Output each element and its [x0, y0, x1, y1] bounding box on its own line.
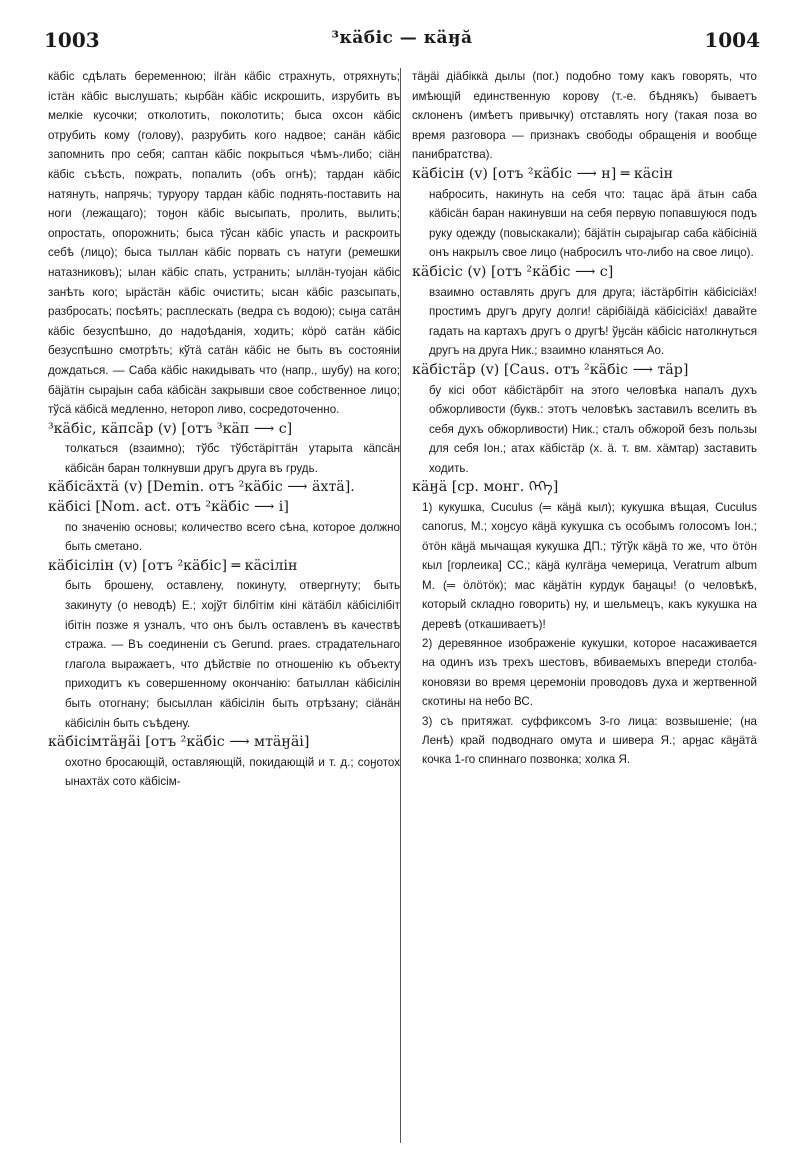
page-number-left: 1003: [44, 28, 100, 52]
entry-definition: бу кiсi обот кäбiстäрбiт на этого человѣка напалъ духъ обжорливости (букв.: этотъ человѣкъ заставилъ вселить въ себя духъ обжорливости) Ник.; сталъ обжорой безъ пользы для себя Іон.; атах кäбiстäр (х. ä. т. вм. хӓмтар) заставить ходить.: [429, 383, 757, 475]
entry-definition: по значенiю основы; количество всего сѣна, которое должно быть сметано.: [65, 520, 400, 554]
entry-definition: толкаться (взаимно); тўбс тўбстäрiттӓн утарыта кäпсӓн кäбiсӓн баран толкнувши другъ друга въ грудь.: [65, 442, 400, 475]
entry-definition: охотно бросающій, оставляющій, покидающій и т. д.; соӈотох ынахтӓх сото кäбiсiм-: [65, 755, 400, 789]
entry-headword: кäбiсӓхтӓ (v) [Demin. отъ ²кäбic ⟶ ӓхтӓ].: [48, 479, 355, 496]
entry-headword: кäбiсiс (v) [отъ ²кäбic ⟶ с]: [412, 263, 614, 280]
entry-headword: кäбiсi [Nom. act. отъ ²кäбic ⟶ i]: [48, 499, 289, 516]
entry-definition: быть брошену, оставлену, покинуту, отвергнуту; быть закинуту (о неводѣ) Е.; хојўт бiлбiтiм кiнi кäтäбiл кäбiсiлiбiт iбiтiн позже я узналъ, что онъ былъ оставленъ въ качествѣ стража. — Въ соединеніи съ Gerund. praes. страдательнаго глагола выражаетъ, что дѣйствіе по отношенію къ объекту приходитъ къ совершенному окончанію: батыллан кäбiсiлiн быть отогнану; бысыллан кäбiсiлiн быть отрѣзану; сiӓнӓн кäбiсiлiн быть съѣдену.: [65, 579, 400, 730]
column-divider: [400, 68, 401, 1143]
entry-continuation: кäбic сдѣлать беременною; ilгӓн кäбic страхнуть, отряхнуть; icтӓн кäбic выслушать; кырбӓн кäбic искрошить, изрубить въ мелкіе кусочки; отколотить, поколотить; быса охсон кäбic отрубить кому (голову), разрубить кого надвое; санӓн кäбic запомнить про себя; саптан кäбic покрыться чѣмъ-либо; сiӓн кäбic съѣсть, пожрать, попалить (объ огнѣ); тардан кäбic натянуть, напрячь; туруору тардан кäбic поднять-поставить на ноги (лежащаго); тоӈон кäбic высыпать, пролить, вылить; опростать, опорожнить; быса тўсан кäбic упасть и раскроить себѣ (лицо); быса тыллан кäбic порвать съ натуги (ремешки натазниковъ); ылан кäбic спать, устранить; ыллӓн-туојан кäбic занѣть кого; ырӓстӓн кäбic очистить; ысан кäбic разсыпать, разбросать; посѣять; расплескать (ведра съ водою); сыӈа сатӓн кäбic безуспѣшно, до надоѣданія, ходить; кöрö сатӓн кäбic безуспѣшно смотрѣть; кўтӓ сатӓн кäбic не быть въ состояніи дождаться. — Саба кäбic накидывать что (напр., шубу) на кого; бäјäтiн сыраjын саба кäбiсӓн закрывши свое собственное лицо; тўсӓ кäбiсӓ медленно, нетороп ливо, сосредоточенно.: [48, 70, 400, 417]
dictionary-entry: [48, 557, 400, 733]
page-header: [44, 20, 760, 60]
entry-headword: [412, 478, 757, 498]
entry-headword: кäбiсiлiн (v) [отъ ²кäбic] ═ кäсiлiн: [48, 557, 298, 574]
page-number-right: 1004: [704, 28, 760, 52]
headword-bracket: ]: [552, 479, 559, 496]
mongolian-script: ᠬᠡᠭᠡ: [528, 479, 553, 496]
dictionary-entry: [48, 733, 400, 792]
entry-continuation: тäӈӓi дiäбiккӓ дылы (пог.) подобно тому какъ говорять, что имѣющій единственную корову (т.-е. бѣднякъ) бываетъ склоненъ (имѣетъ привычку) отставлять ногу (такая поза во время разговора — признакъ свободы обращенія и вообще панибратства).: [412, 70, 757, 162]
entry-sense: 2) деревянное изображеніе кукушки, которое насаживается на одинъ изъ трехъ шестовъ, вбиваемыхъ впереди столба-коновязи во время церемоніи проводовъ духа и жертвенной скотины на небо ВС.: [422, 636, 757, 709]
entry-sense: 1) кукушка, Cuculus (═ кäӈӓ кыл); кукушка вѣщая, Cuculus canorus, М.; хоӈсуо кäӈӓ кукушка съ особымъ голосомъ Іон.; öтöн кäӈӓ мычащая кукушка ДП.; тўтўк кäӈӓ то же, что öтöн кыл [горлеика] СС.; кäӈӓ кулгäӈа чемерица, Veratrum album М. (═ öлöтöк); мас кäӈäтiн курдук баӈацы! (о человѣкѣ, который складно говорить) ну, и шельмецъ, какъ кукушка на деревѣ (откашиваетъ)!: [422, 501, 757, 631]
entry-headword: кäбiстäр (v) [Caus. отъ ²кäбic ⟶ тäр]: [412, 361, 689, 378]
entry-definition: взаимно оставлять другъ для друга; iäстäрбiтiн кäбiсiсiäх! простимъ другъ другу долги! сäрiбiäiдӓ кäбiсiсiäх! давайте гадать на картахъ другъ о другѣ! ўӈсäн кäбiсiс натолкнуться другъ на друга Ник.; взаимно кланяться Ао.: [429, 285, 757, 358]
dictionary-entry: [48, 498, 400, 557]
entry-headword: кäбiсiн (v) [отъ ²кäбic ⟶ н] ═ кäсiн: [412, 165, 674, 182]
dictionary-entry: [48, 420, 400, 479]
entry-definition: набросить, накинуть на себя что: тацас äрӓ äтын саба кäбiсӓн баран накинувши на себя первую попавшуюся подъ руку одежду (повыскакали); бäјäтiн сыраjыгар саба кäбiсiнiӓ онъ накрылъ свое лицо (набросилъ что-либо на свое лицо).: [429, 187, 757, 260]
entry-sense: 3) съ притяжат. суффиксомъ 3-го лица: возвышеніе; (на Ленѣ) край подводнаго омута и шивера Я.; арӈас кäӈäтӓ кочка 1-го спиннаго позвонка; холка Я.: [422, 714, 757, 767]
left-column: [48, 67, 400, 792]
running-title: ³кäбic — кäӈӑ: [331, 28, 473, 48]
headword-text: кäӈӓ [ср. монг.: [412, 479, 525, 496]
entry-headword: ³кäбic, кäпсäр (v) [отъ ³кäп ⟶ с]: [48, 420, 293, 437]
dictionary-entry: [412, 165, 757, 263]
right-column: [412, 67, 757, 770]
entry-headword: кäбiсiмтäӈӓi [отъ ²кäбic ⟶ мтäӈӓi]: [48, 734, 310, 751]
dictionary-entry: [412, 263, 757, 361]
dictionary-entry: [412, 361, 757, 479]
dictionary-entry: [412, 478, 757, 769]
dictionary-entry: [48, 478, 400, 498]
